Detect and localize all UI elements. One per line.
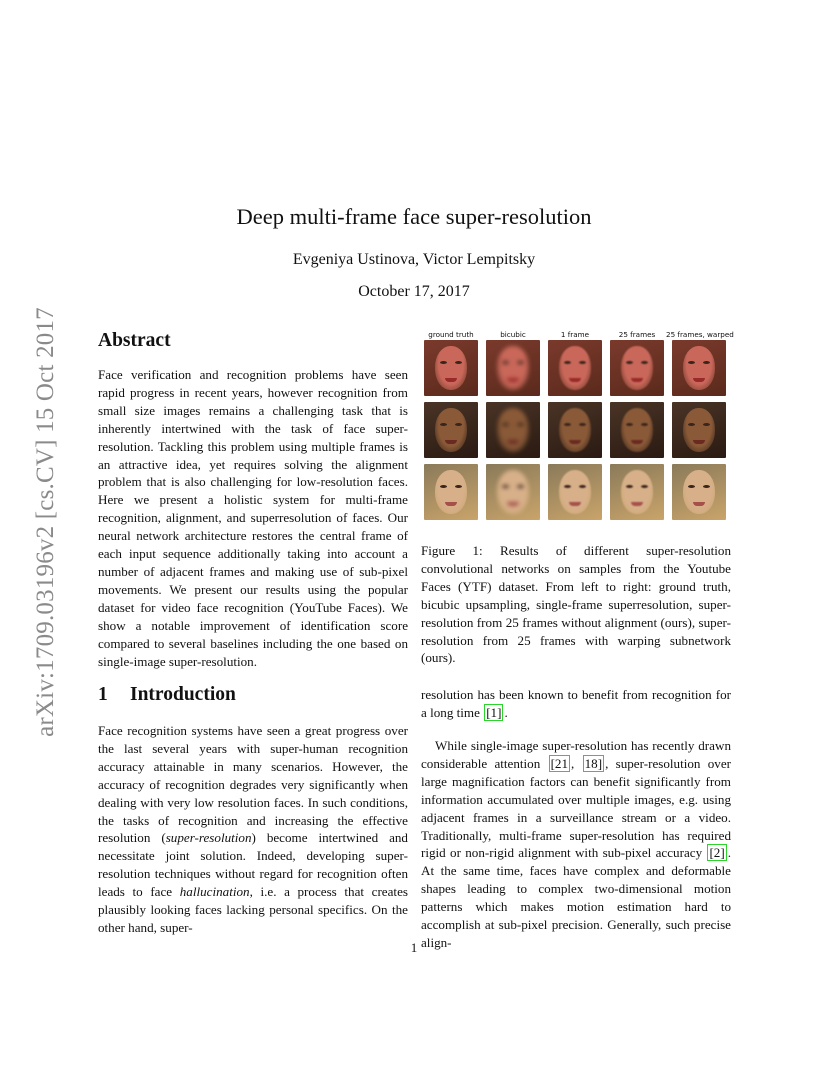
- citation-link-18[interactable]: 18]: [584, 755, 603, 771]
- intro-emphasis: super-resolution: [165, 830, 252, 846]
- face-image: [486, 340, 540, 396]
- intro-text: While single-image super-resolution has recently drawn considerable attention: [421, 738, 731, 771]
- face-image: [672, 402, 726, 458]
- introduction-heading: [98, 684, 236, 706]
- face-image: [548, 464, 602, 520]
- paper-date: October 17, 2017: [358, 283, 470, 300]
- citation-link-2[interactable]: [2]: [709, 845, 725, 861]
- face-image: [424, 340, 478, 396]
- figure-column-label: bicubic: [500, 330, 526, 339]
- page-number: 1: [410, 940, 418, 955]
- intro-text: resolution has been known to benefit from recognition for a long time: [421, 687, 731, 720]
- citation-link-1[interactable]: [1]: [486, 704, 502, 720]
- paper-title: Deep multi-frame face super-resolution: [236, 204, 592, 229]
- face-image: [424, 464, 478, 520]
- face-image: [610, 464, 664, 520]
- introduction-paragraph-1-continued: [421, 686, 731, 722]
- face-image: [486, 464, 540, 520]
- section-title: Introduction: [130, 684, 236, 705]
- intro-text: . At the same time, faces have complex and deformable shapes leading to complex two-dimensional motion patterns which makes motion estimation hard to accomplish at sub-pixel precision. Generally, such precise align-: [421, 845, 731, 950]
- figure-column-label: 25 frames: [618, 330, 656, 339]
- intro-text: Face recognition systems have seen a great progress over the last several years with super-human recognition accuracy attainable in many scenarios. However, the accuracy of recognition degrades very significantly when dealing with very low resolution faces. In such conditions, the tasks of recognition and increasing the effective resolution (: [98, 723, 408, 846]
- face-image: [548, 340, 602, 396]
- arxiv-identifier: arXiv:1709.03196v2 [cs.CV] 15 Oct 2017: [32, 307, 59, 737]
- face-image: [548, 402, 602, 458]
- figure-column-label: 25 frames, warped: [666, 330, 734, 339]
- face-image: [610, 402, 664, 458]
- face-image: [672, 340, 726, 396]
- intro-text: ,: [571, 755, 582, 771]
- introduction-paragraph-2: [421, 737, 731, 952]
- face-image: [424, 402, 478, 458]
- citation-link-21[interactable]: [21: [550, 755, 569, 771]
- face-image: [486, 402, 540, 458]
- intro-text: , super-resolution over large magnification factors can benefit significantly from information accumulated over multiple images, e.g. using adjacent frames in a surveillance stream or a video. Traditionally, multi-frame super-resolution has required rigid or non-rigid alignment with sub-pixel accuracy: [421, 755, 732, 861]
- intro-text: ) become intertwined and necessitate joint solution. Indeed, developing super-resolution techniques without regard for recognition often leads to face: [98, 830, 408, 900]
- figure-1-caption: Figure 1: Results of different super-resolution convolutional networks on samples from the Youtube Faces (YTF) dataset. From left to right: ground truth, bicubic upsampling, single-frame superresolution, super-resolution from 25 frames without alignment (ours), super-resolution from 25 frames with warping subnetwork (ours).: [421, 543, 731, 666]
- introduction-paragraph-1: [98, 722, 408, 937]
- face-image: [610, 340, 664, 396]
- abstract-body: Face verification and recognition problems have seen rapid progress in recent years, however recognition from small size images remains a challenging task that is inherently intertwined with the task of face super-resolution. Tackling this problem using multiple frames is an attractive idea, yet requires solving the alignment problem that is also challenging for low-resolution faces. Here we present a holistic system for multi-frame recognition, alignment, and superresolution of faces. Our neural network architecture restores the central frame of each input sequence additionally taking into account a number of adjacent frames and making use of sub-pixel movements. We present our results using the popular dataset for video face recognition (YouTube Faces). We show a notable improvement of identification score compared to several baselines including the one based on single-image super-resolution.: [98, 367, 408, 669]
- intro-emphasis: hallucination: [179, 884, 250, 900]
- face-image: [672, 464, 726, 520]
- abstract-heading: Abstract: [98, 330, 171, 351]
- intro-text: .: [504, 704, 508, 720]
- intro-text: , i.e. a process that creates plausibly looking faces lacking personal specifics. On the other hand, super-: [98, 884, 408, 935]
- paper-authors: Evgeniya Ustinova, Victor Lempitsky: [292, 251, 536, 268]
- figure-1-image-grid: [420, 330, 732, 526]
- figure-column-label: 1 frame: [560, 330, 590, 339]
- figure-column-label: ground truth: [428, 330, 474, 339]
- section-number: 1: [98, 684, 108, 705]
